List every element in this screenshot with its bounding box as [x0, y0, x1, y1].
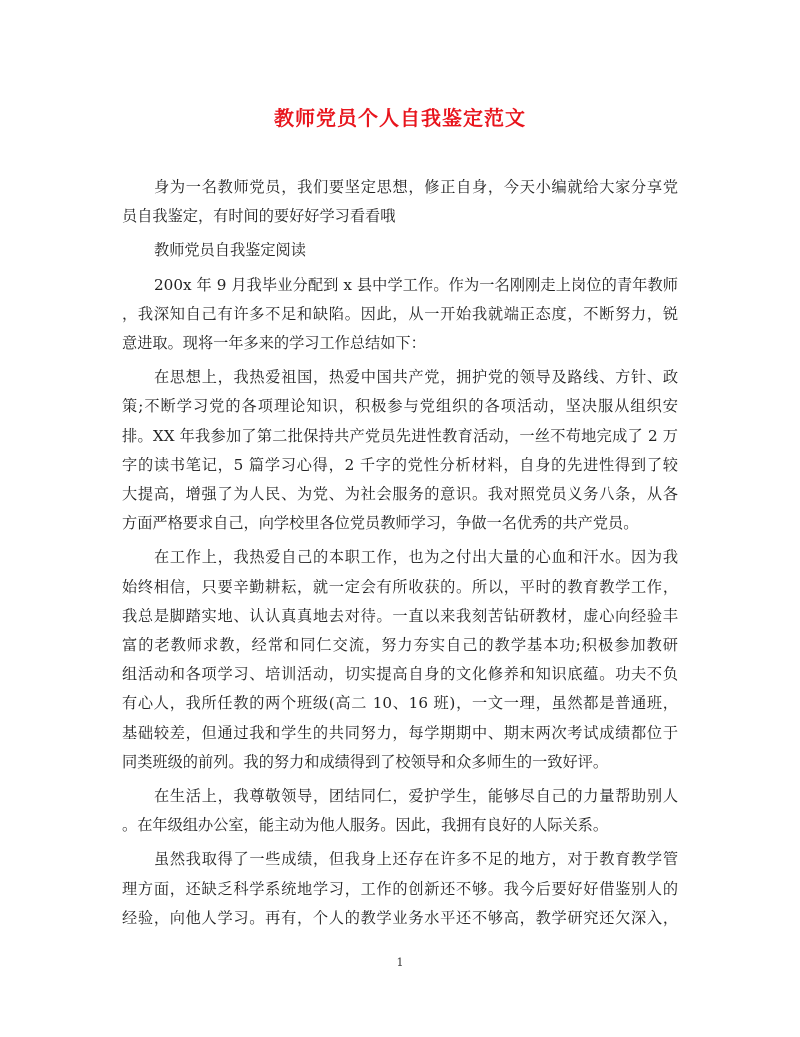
- text-line: 理方面，还缺乏科学系统地学习，工作的创新还不够。我今后要好好借鉴别人的: [122, 879, 678, 898]
- page-number: 1: [396, 956, 404, 969]
- paragraph-ideology: [122, 363, 678, 538]
- text-line: 字的读书笔记，5 篇学习心得，2 千字的党性分析材料，自身的先进性得到了较: [122, 455, 678, 474]
- text-line: 基础较差，但通过我和学生的共同努力，每学期期中、期末两次考试成绩都位于: [122, 723, 678, 742]
- text-line: 教师党员自我鉴定阅读: [154, 241, 306, 260]
- text-line: 策;不断学习党的各项理论知识，积极参与党组织的各项活动，坚决服从组织安: [122, 397, 678, 416]
- text-line: 方面严格要求自己，向学校里各位党员教师学习，争做一名优秀的共产党员。: [122, 514, 639, 533]
- text-line: 在生活上，我尊敬领导，团结同仁，爱护学生，能够尽自己的力量帮助别人: [154, 787, 678, 806]
- text-line: 在工作上，我热爱自己的本职工作，也为之付出大量的心血和汗水。因为我: [154, 548, 678, 567]
- text-line: 组活动和各项学习、培训活动，切实提高自身的文化修养和知识底蕴。功夫不负: [122, 665, 678, 684]
- text-line: 我总是脚踏实地、认认真真地去对待。一直以来我刻苦钻研教材，虚心向经验丰: [122, 606, 678, 625]
- paragraph-background: [122, 271, 678, 359]
- text-line: 身为一名教师党员，我们要坚定思想，修正自身，今天小编就给大家分享党: [154, 178, 678, 196]
- text-line: ，我深知自己有许多不足和缺陷。因此，从一开始我就端正态度，不断努力，锐: [122, 304, 678, 323]
- text-line: 有心人，我所任教的两个班级(高二 10、16 班)，一文一理，虽然都是普通班，: [122, 694, 678, 713]
- paragraph-subheading: [122, 236, 678, 265]
- paragraph-intro: [122, 173, 678, 231]
- text-line: 大提高，增强了为人民、为党、为社会服务的意识。我对照党员义务八条，从各: [122, 485, 678, 504]
- text-line: 虽然我取得了一些成绩，但我身上还存在许多不足的地方，对于教育教学管: [154, 850, 678, 869]
- paragraph-life: [122, 782, 678, 840]
- text-line: 经验，向他人学习。再有，个人的教学业务水平还不够高，教学研究还欠深入，: [122, 908, 678, 927]
- document-body: [122, 173, 678, 938]
- paragraph-work: [122, 543, 678, 777]
- text-line: 富的老教师求教，经常和同仁交流，努力夯实自己的教学基本功;积极参加教研: [122, 636, 678, 655]
- text-line: 意进取。现将一年多来的学习工作总结如下：: [122, 334, 426, 353]
- text-line: 200x 年 9 月我毕业分配到 x 县中学工作。作为一名刚刚走上岗位的青年教师: [154, 275, 678, 294]
- text-line: 同类班级的前列。我的努力和成绩得到了校领导和众多师生的一致好评。: [122, 752, 608, 771]
- text-line: 排。XX 年我参加了第二批保持共产党员先进性教育活动，一丝不苟地完成了 2 万: [122, 426, 678, 445]
- text-line: 始终相信，只要辛勤耕耘，就一定会有所收获的。所以，平时的教育教学工作，: [122, 577, 678, 596]
- paragraph-shortcomings: [122, 845, 678, 933]
- document-title: 教师党员个人自我鉴定范文: [274, 106, 526, 130]
- text-line: 在思想上，我热爱祖国，热爱中国共产党，拥护党的领导及路线、方针、政: [154, 368, 678, 387]
- text-line: 。在年级组办公室，能主动为他人服务。因此，我拥有良好的人际关系。: [122, 816, 608, 835]
- text-line: 员自我鉴定，有时间的要好好学习看看哦: [122, 207, 396, 226]
